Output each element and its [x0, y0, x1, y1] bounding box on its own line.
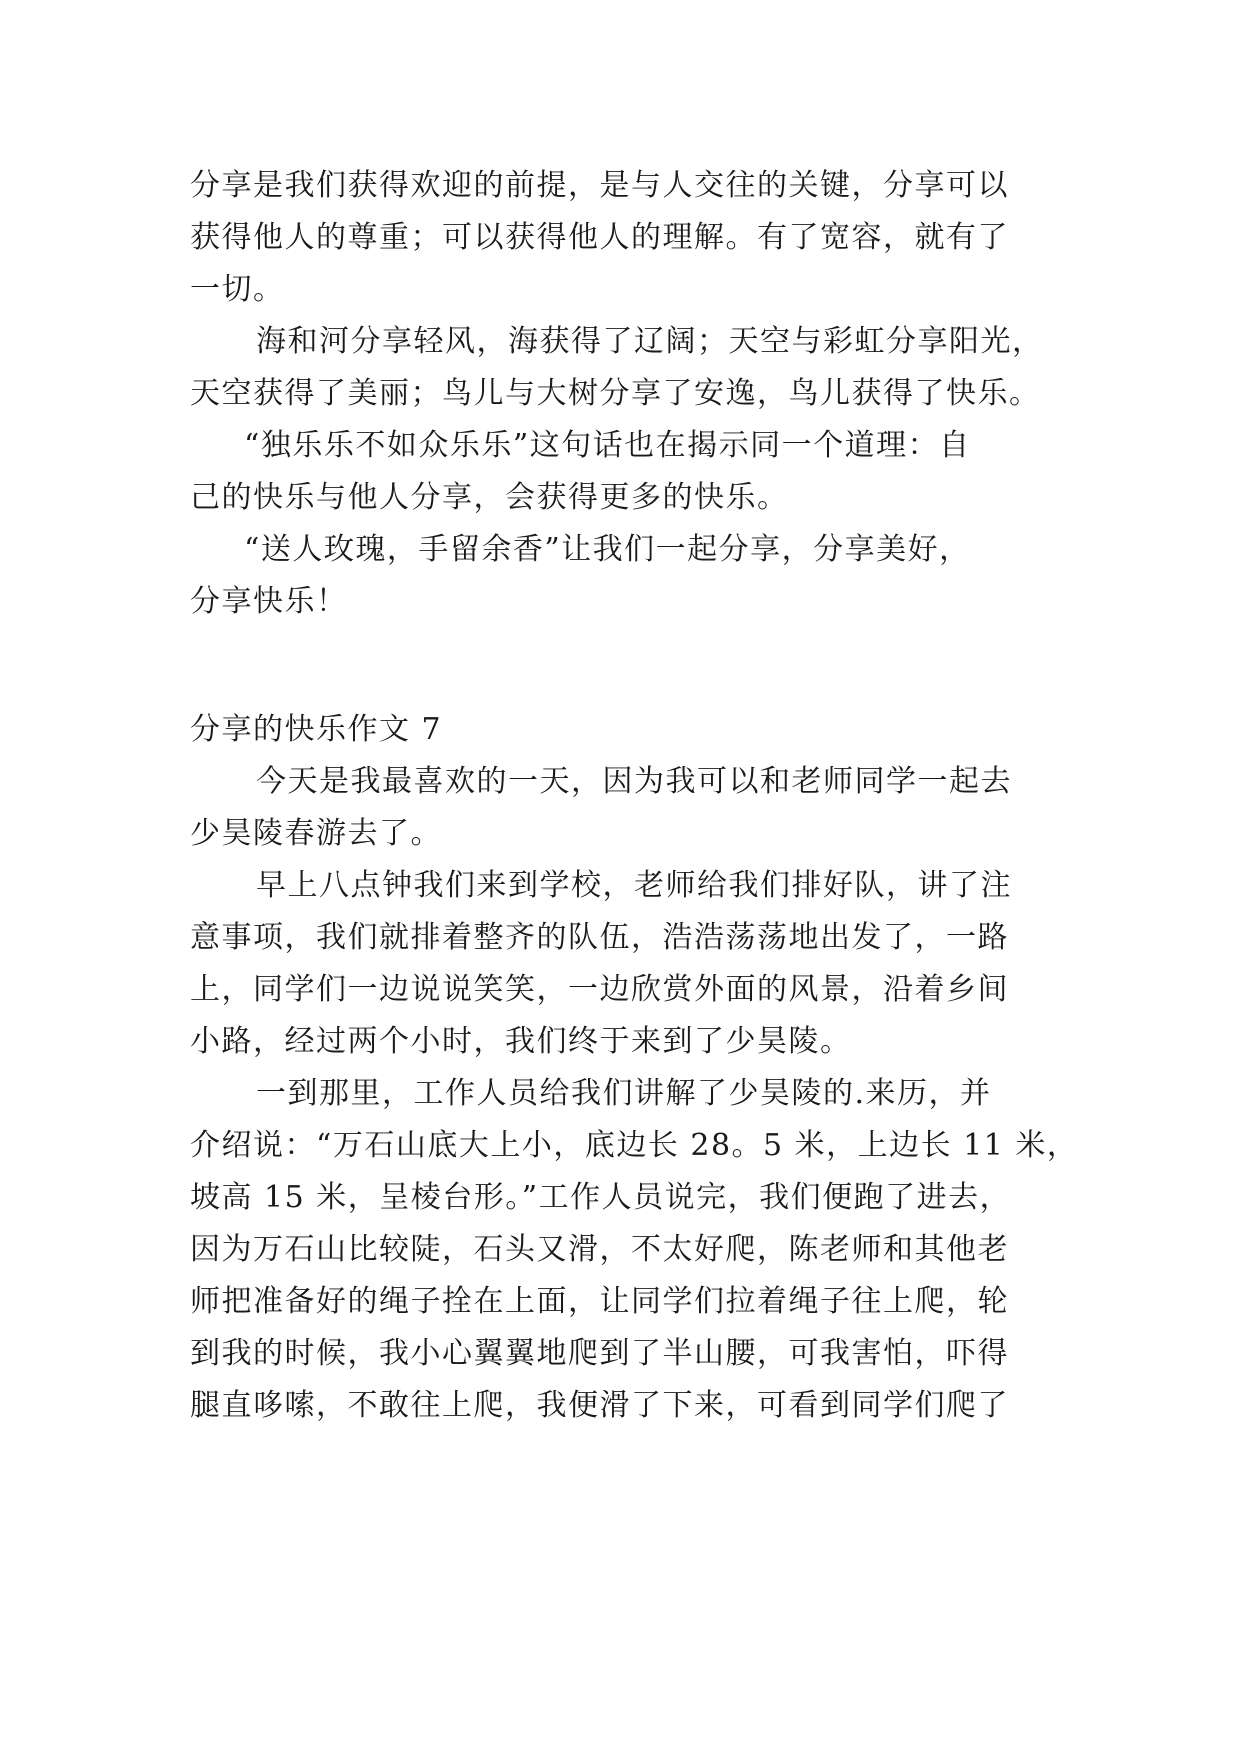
section-title: 分享的快乐作文 7 [190, 712, 443, 747]
text-line: 因为万石山比较陡，石头又滑，不太好爬，陈老师和其他老 [190, 1232, 1009, 1267]
text-line: 小路，经过两个小时，我们终于来到了少昊陵。 [190, 1024, 852, 1059]
text-line: 天空获得了美丽；鸟儿与大树分享了安逸，鸟儿获得了快乐。 [190, 376, 1041, 411]
text-line: 腿直哆嗦，不敢往上爬，我便滑了下来，可看到同学们爬了 [190, 1388, 1009, 1423]
text-line: 意事项，我们就排着整齐的队伍，浩浩荡荡地出发了，一路 [190, 920, 1009, 955]
text-line: 一到那里，工作人员给我们讲解了少昊陵的.来历，并 [256, 1076, 992, 1111]
text-line: 一切。 [190, 272, 285, 307]
paragraph-5 [190, 756, 1060, 860]
paragraph-7 [190, 1068, 1079, 1432]
text-line: 今天是我最喜欢的一天，因为我可以和老师同学一起去 [256, 764, 1012, 799]
text-line: 师把准备好的绳子拴在上面，让同学们拉着绳子往上爬，轮 [190, 1284, 1009, 1319]
paragraph-1 [190, 160, 1060, 316]
text-line: 介绍说：“万石山底大上小，底边长 28。5 米，上边长 11 米， [190, 1128, 1079, 1163]
text-line: 己的快乐与他人分享，会获得更多的快乐。 [190, 480, 789, 515]
paragraph-6 [190, 860, 1060, 1068]
text-line: 获得他人的尊重；可以获得他人的理解。有了宽容，就有了 [190, 220, 1009, 255]
text-line: 少昊陵春游去了。 [190, 816, 442, 851]
text-line: 海和河分享轻风，海获得了辽阔；天空与彩虹分享阳光， [256, 324, 1044, 359]
paragraph-3 [190, 420, 1060, 524]
text-line: 上，同学们一边说说笑笑，一边欣赏外面的风景，沿着乡间 [190, 972, 1009, 1007]
text-line: “独乐乐不如众乐乐”这句话也在揭示同一个道理：自 [244, 428, 971, 463]
text-line: 早上八点钟我们来到学校，老师给我们排好队，讲了注 [256, 868, 1012, 903]
paragraph-2 [190, 316, 1060, 420]
section-gap [190, 628, 1060, 704]
paragraph-4 [190, 524, 1060, 628]
text-line: 分享是我们获得欢迎的前提，是与人交往的关键，分享可以 [190, 168, 1009, 203]
document-page [190, 160, 1079, 1432]
text-line: 分享快乐！ [190, 584, 348, 619]
text-line: 到我的时候，我小心翼翼地爬到了半山腰，可我害怕，吓得 [190, 1336, 1009, 1371]
text-line: “送人玫瑰，手留余香”让我们一起分享，分享美好， [244, 532, 971, 567]
text-line: 坡高 15 米，呈棱台形。”工作人员说完，我们便跑了进去， [190, 1180, 1012, 1215]
